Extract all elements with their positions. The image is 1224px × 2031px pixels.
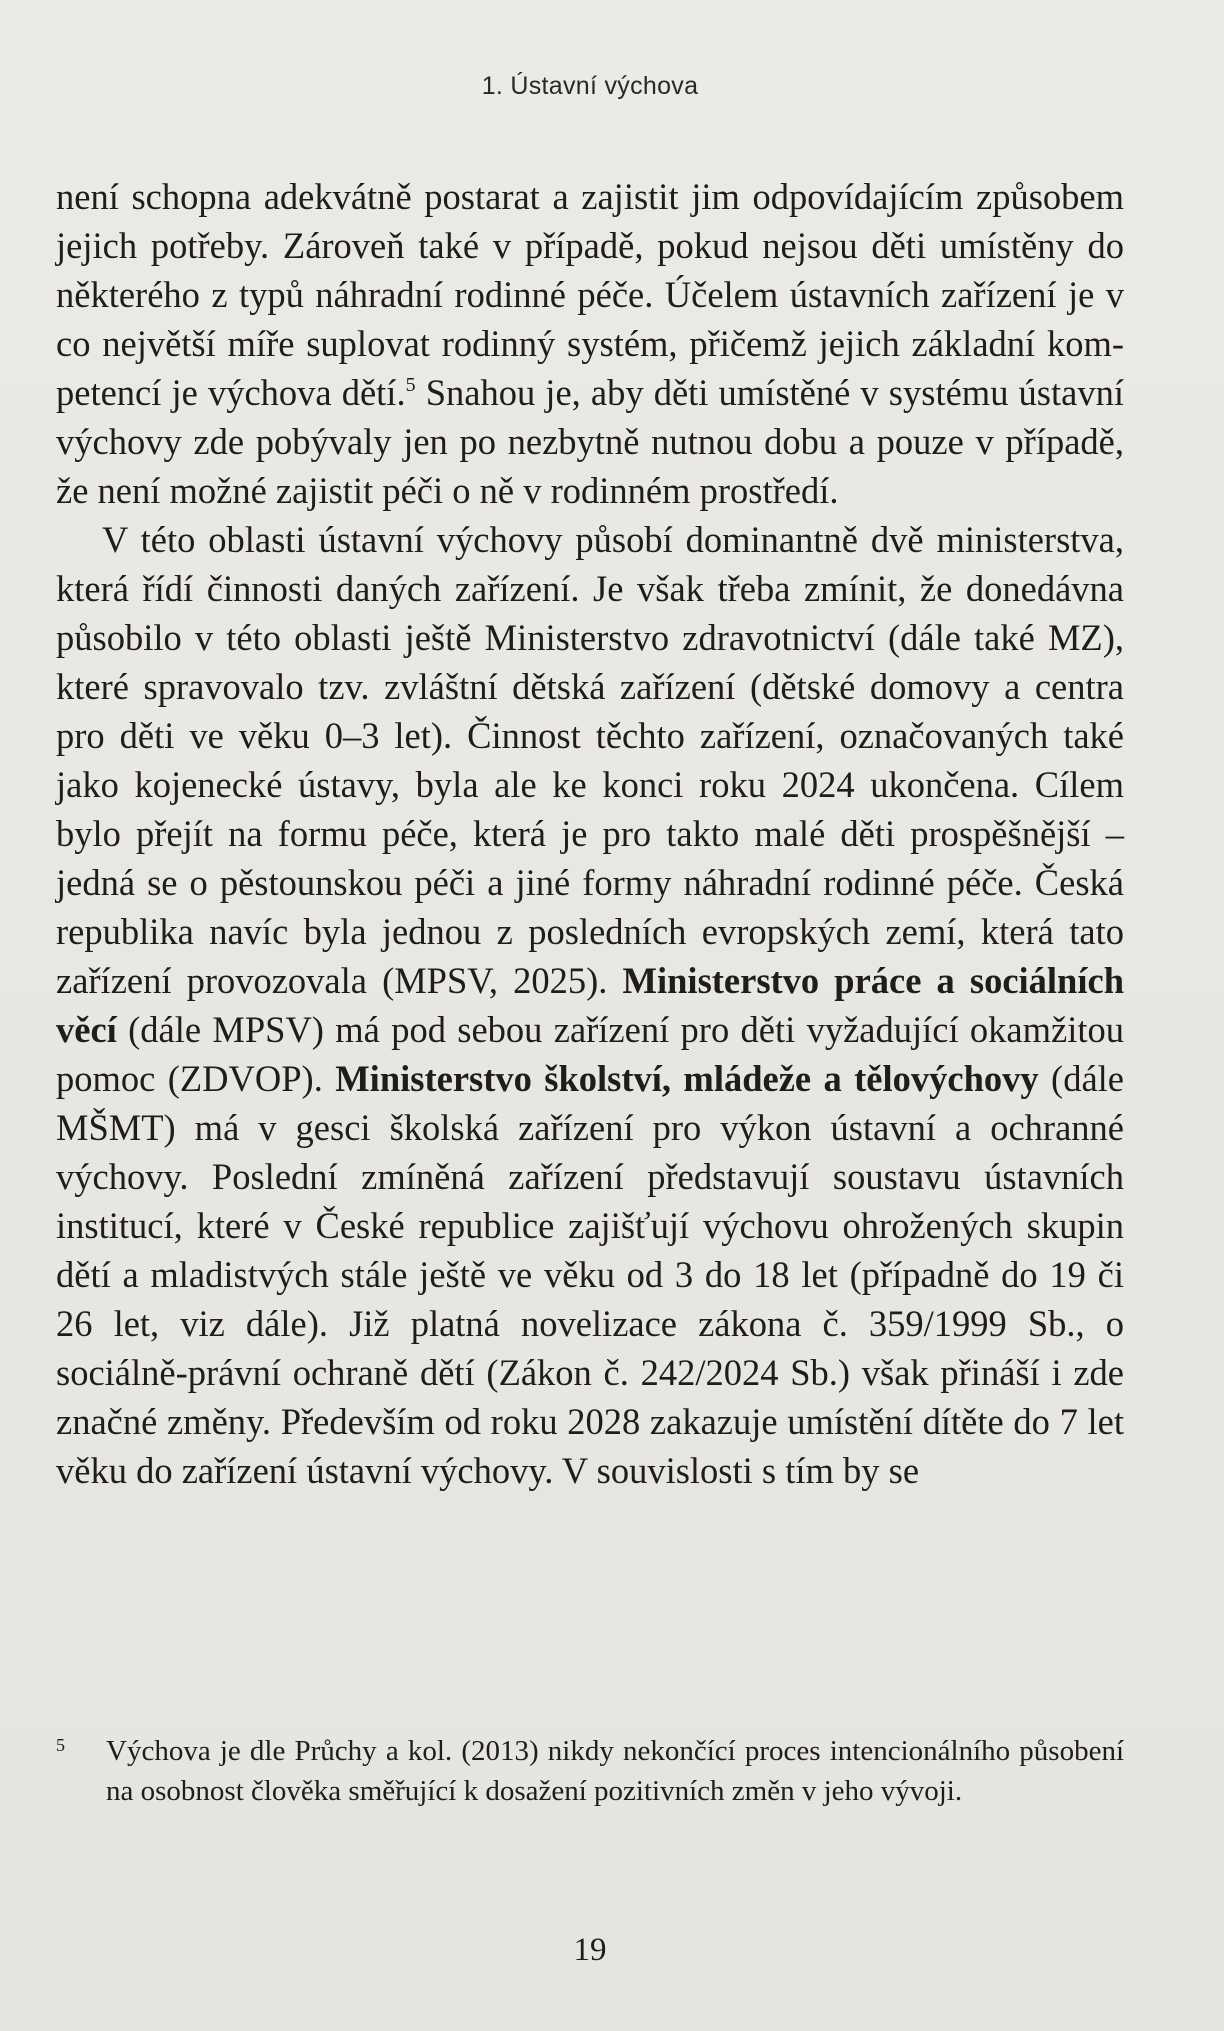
footnote-mark: 5	[56, 1735, 65, 1755]
page-number: 19	[573, 1932, 607, 1968]
bold-term-mpsv: Ministerstvo práce a sociálních věcí	[56, 960, 1124, 1050]
paragraph-1-text-b: Snahou je, aby děti umístěné v systému ústavní výchovy zde pobývaly jen po nezbytně nutnou dobu a pouze v případě, že není možné zajistit péči o ně v rodinném prostředí.	[56, 372, 1124, 511]
body-text	[56, 172, 1124, 1495]
footnote-reference: 5	[405, 374, 416, 396]
paragraph-2	[56, 515, 1124, 1495]
running-head: 1. Ústavní výchova	[481, 72, 699, 100]
footnote-text: Výchova je dle Průchy a kol. (2013) nikdy nekončící proces intencionálního působení na osobnost člověka směřující k dosažení pozitivních změn v jeho vývoji.	[106, 1735, 1124, 1807]
paragraph-2-text-b: (dále MPSV) má pod sebou zařízení pro děti vyžadující okamžitou pomoc (ZDVOP).	[56, 1009, 1124, 1099]
footnote	[56, 1731, 1124, 1811]
paragraph-1-text-a: není schopna adekvátně postarat a zajistit jim odpovídajícím způsobem jejich potřeby. Zároveň také v případě, pokud nejsou děti umístěny do některého z typů náhradní rodinné péče. Účelem ústavních zařízení je v co největší míře suplovat rodinný systém, přičemž jejich základní kompetencí je výchova dětí.	[56, 176, 1124, 413]
paragraph-1	[56, 172, 1124, 515]
paragraph-2-text-c: (dále MŠMT) má v gesci školská zařízení pro výkon ústavní a ochranné výchovy. Poslední zmíněná zařízení představují soustavu ústavních institucí, které v České republice zajišťují výchovu ohrožených skupin dětí a mladistvých stále ještě ve věku od 3 do 18 let (případně do 19 či 26 let, viz dále). Již platná novelizace zákona č. 359/1999 Sb., o sociálně-​právní ochraně dětí (Zákon č. 242/2024 Sb.) však přináší i zde značné změny. Především od roku 2028 zakazuje umístění dítěte do 7 let věku do zařízení ústavní výchovy. V souvislosti s tím by se	[56, 1058, 1124, 1491]
paragraph-2-text-a: V této oblasti ústavní výchovy působí dominantně dvě ministerstva, která řídí činnosti daných zařízení. Je však třeba zmínit, že donedávna působilo v této oblasti ještě Ministerstvo zdravotnictví (dále také MZ), které spravovalo tzv. zvláštní dětská zařízení (dětské domovy a centra pro děti ve věku 0–3 let). Činnost těchto zařízení, označovaných také jako kojenecké ústavy, byla ale ke konci roku 2024 ukončena. Cílem bylo přejít na formu péče, která je pro takto malé děti prospěšnější – jedná se o pěstounskou péči a jiné formy náhradní rodinné péče. Česká republika navíc byla jednou z posledních evropských zemí, která tato zařízení provozovala (MPSV, 2025).	[56, 519, 1124, 1001]
bold-term-msmt: Ministerstvo školství, mládeže a tělovýchovy	[335, 1058, 1039, 1099]
